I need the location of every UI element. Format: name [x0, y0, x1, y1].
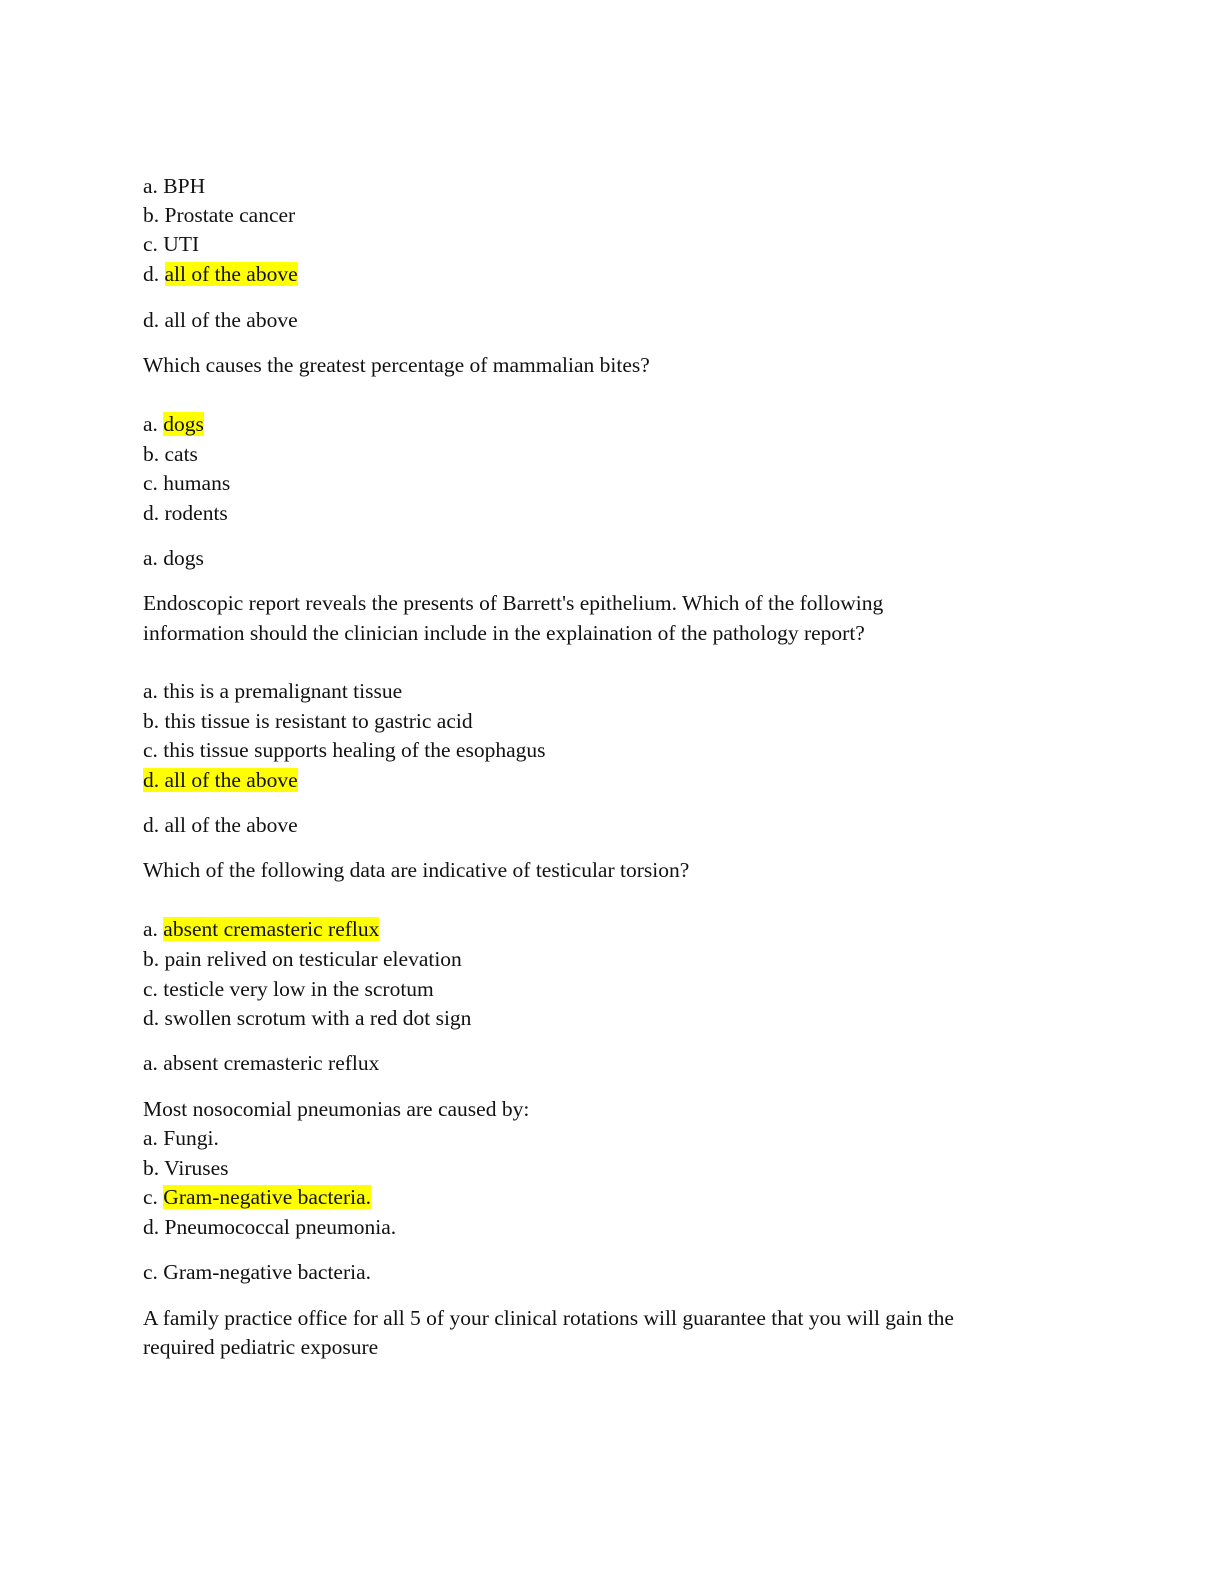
q2-answer: a. dogs [143, 546, 204, 570]
q1-option-c: c. UTI [143, 232, 200, 256]
q1-option-a: a. BPH [143, 174, 206, 198]
highlighted-answer: absent cremasteric reflux [163, 917, 380, 941]
q3-option-d [143, 767, 298, 793]
q5-option-c: c. Gram-negative bacteria. [143, 1185, 372, 1209]
q3-option-c: c. this tissue supports healing of the esophagus [143, 738, 546, 762]
highlighted-answer: Gram-negative bacteria. [163, 1185, 372, 1209]
q5-answer: c. Gram-negative bacteria. [143, 1260, 372, 1284]
q6-question-line-1: A family practice office for all 5 of your clinical rotations will guarantee that you will gain the [143, 1306, 954, 1330]
q1-option-d: d. all of the above [143, 262, 298, 286]
q5-option-d: d. Pneumococcal pneumonia. [143, 1215, 397, 1239]
q4-option-c: c. testicle very low in the scrotum [143, 977, 434, 1001]
q6-question-line-2: required pediatric exposure [143, 1335, 379, 1359]
q2-option-d: d. rodents [143, 501, 228, 525]
q4-question: Which of the following data are indicative of testicular torsion? [143, 858, 690, 882]
q2-question: Which causes the greatest percentage of mammalian bites? [143, 353, 650, 377]
q4-option-a: a. absent cremasteric reflux [143, 917, 380, 941]
q1-answer: d. all of the above [143, 308, 298, 332]
q4-option-b: b. pain relived on testicular elevation [143, 947, 462, 971]
q4-option-d: d. swollen scrotum with a red dot sign [143, 1006, 472, 1030]
highlighted-answer: all of the above [164, 262, 298, 286]
q2-option-b: b. cats [143, 442, 198, 466]
q4-answer: a. absent cremasteric reflux [143, 1051, 380, 1075]
q3-option-a: a. this is a premalignant tissue [143, 679, 403, 703]
q3-question-line-2: information should the clinician include in the explaination of the pathology report? [143, 621, 865, 645]
q1-option-b: b. Prostate cancer [143, 203, 296, 227]
q3-question-line-1: Endoscopic report reveals the presents of Barrett's epithelium. Which of the following [143, 591, 884, 615]
q5-option-b: b. Viruses [143, 1156, 229, 1180]
q2-option-c: c. humans [143, 471, 231, 495]
q5-option-a: a. Fungi. [143, 1126, 219, 1150]
q3-option-b: b. this tissue is resistant to gastric acid [143, 709, 473, 733]
highlighted-answer: dogs [163, 412, 204, 436]
q2-option-a: a. dogs [143, 412, 204, 436]
highlighted-answer: d. all of the above [143, 768, 298, 792]
q3-answer: d. all of the above [143, 813, 298, 837]
q5-question: Most nosocomial pneumonias are caused by: [143, 1097, 530, 1121]
